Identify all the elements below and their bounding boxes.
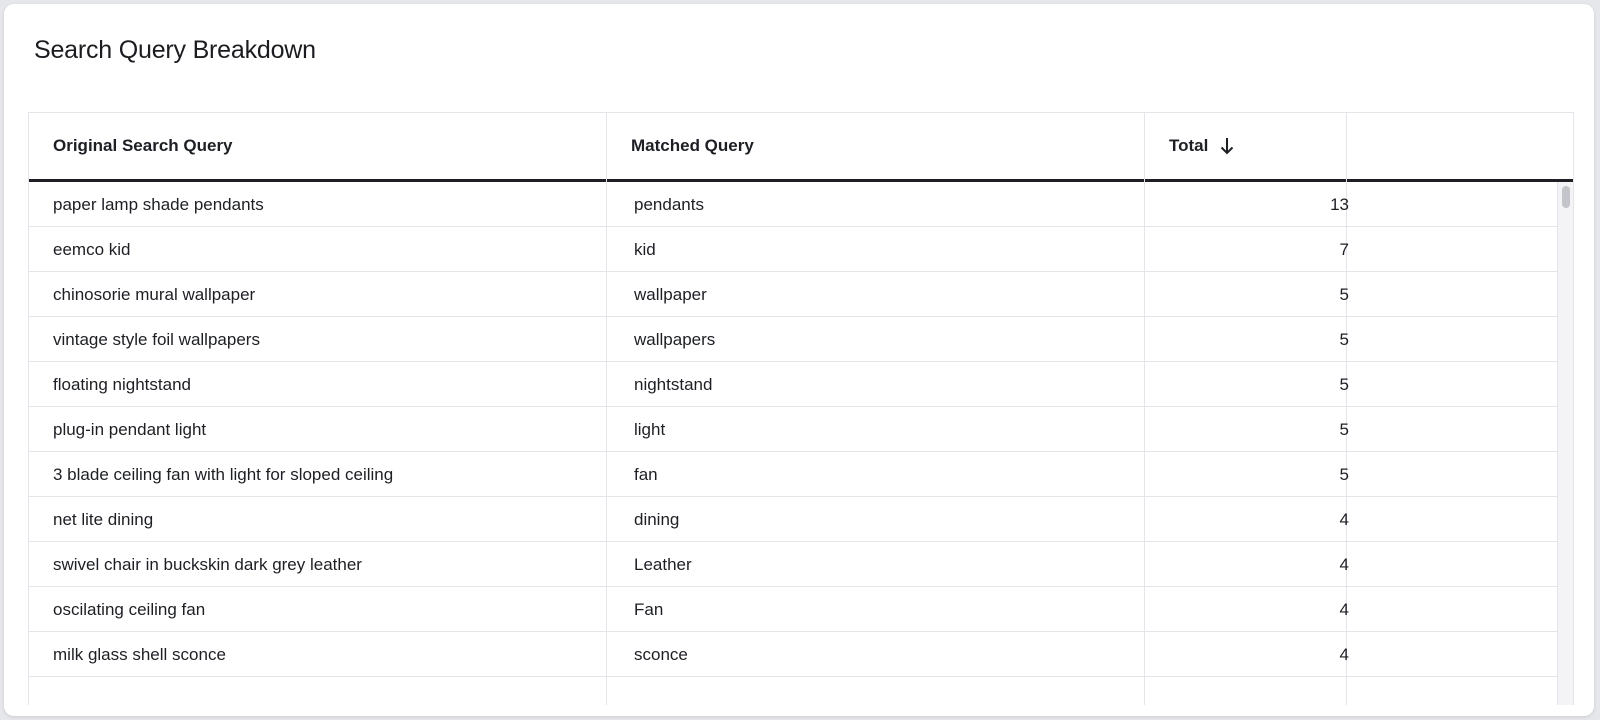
matched-query-cell: fan — [634, 464, 658, 484]
matched-query-cell: dining — [634, 509, 680, 529]
matched-query-cell: wallpaper — [634, 284, 707, 304]
table-row[interactable] — [29, 407, 1559, 452]
table-row[interactable] — [29, 227, 1559, 272]
original-query-cell: swivel chair in buckskin dark grey leather — [53, 554, 362, 574]
table-row[interactable] — [29, 272, 1559, 317]
original-query-cell: floating nightstand — [53, 374, 191, 394]
column-header-total[interactable] — [1145, 113, 1346, 179]
original-query-cell: plug-in pendant light — [53, 419, 207, 439]
table-row-partial — [29, 677, 1559, 705]
column-header-label: Original Search Query — [53, 136, 233, 155]
search-query-breakdown-card — [4, 4, 1594, 716]
column-header-matched-query[interactable] — [607, 113, 1144, 179]
total-cell: 5 — [1339, 419, 1349, 439]
table-row[interactable] — [29, 452, 1559, 497]
matched-query-cell: kid — [634, 239, 656, 259]
table-row[interactable] — [29, 362, 1559, 407]
matched-query-cell: Leather — [634, 554, 692, 574]
original-query-cell: eemco kid — [53, 239, 131, 259]
column-header-label: Total — [1169, 136, 1209, 155]
table-row[interactable] — [29, 542, 1559, 587]
total-cell: 5 — [1339, 464, 1349, 484]
query-table — [28, 112, 1574, 705]
original-query-cell: net lite dining — [53, 509, 154, 529]
matched-query-cell: nightstand — [634, 374, 713, 394]
total-cell: 5 — [1339, 329, 1349, 349]
column-header-label: Matched Query — [631, 136, 754, 155]
arrow-down-icon[interactable] — [1220, 136, 1234, 156]
vertical-scrollbar[interactable] — [1557, 182, 1574, 705]
total-cell: 7 — [1339, 239, 1349, 259]
table-row[interactable] — [29, 182, 1559, 227]
table-row[interactable] — [29, 317, 1559, 362]
total-cell: 5 — [1339, 374, 1349, 394]
matched-query-cell: Fan — [634, 599, 664, 619]
matched-query-cell: light — [634, 419, 666, 439]
original-query-cell: vintage style foil wallpapers — [53, 329, 260, 349]
original-query-cell: oscilating ceiling fan — [53, 599, 206, 619]
total-cell: 13 — [1330, 194, 1349, 214]
matched-query-cell: pendants — [634, 194, 704, 214]
matched-query-cell: wallpapers — [634, 329, 716, 349]
matched-query-cell: sconce — [634, 644, 688, 664]
table-row[interactable] — [29, 632, 1559, 677]
scrollbar-thumb[interactable] — [1562, 186, 1570, 208]
column-header-original-query[interactable] — [29, 113, 606, 179]
panel-title: Search Query Breakdown — [34, 36, 316, 64]
total-cell: 5 — [1339, 284, 1349, 304]
total-cell: 4 — [1339, 644, 1349, 664]
original-query-cell: paper lamp shade pendants — [53, 194, 264, 214]
table-row[interactable] — [29, 497, 1559, 542]
table-row[interactable] — [29, 587, 1559, 632]
original-query-cell: chinosorie mural wallpaper — [53, 284, 256, 304]
original-query-cell: 3 blade ceiling fan with light for sloped ceiling — [53, 464, 394, 484]
column-header-empty — [1347, 113, 1573, 179]
total-cell: 4 — [1339, 509, 1349, 529]
total-cell: 4 — [1339, 554, 1349, 574]
total-cell: 4 — [1339, 599, 1349, 619]
table-header — [29, 113, 1573, 182]
table-body — [29, 182, 1559, 705]
original-query-cell: milk glass shell sconce — [53, 644, 226, 664]
